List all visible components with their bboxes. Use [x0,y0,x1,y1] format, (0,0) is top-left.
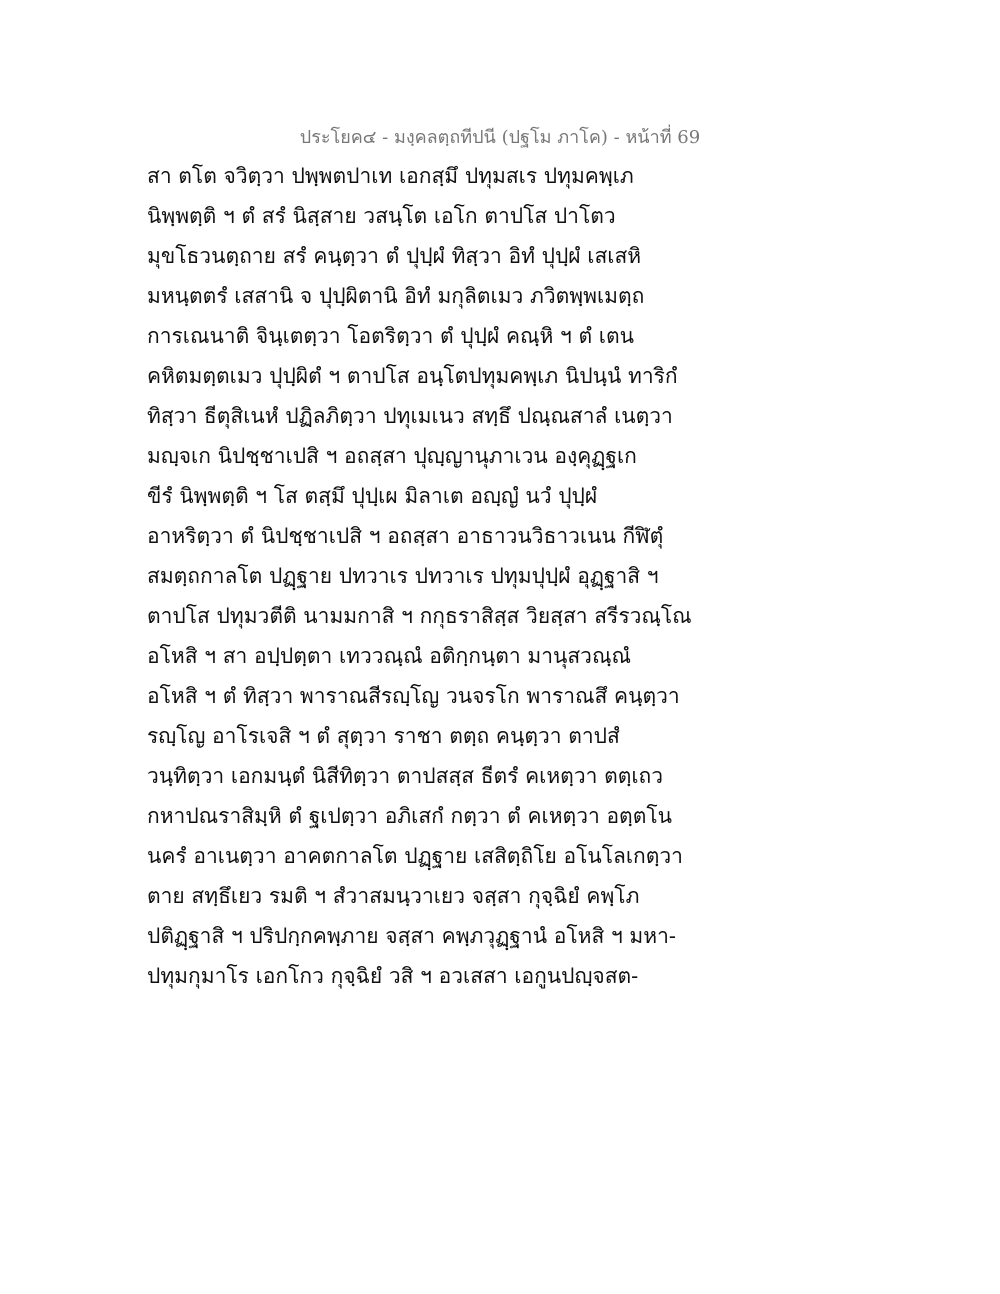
text-line: ตาย สทฺธึเยว รมติ ฯ สํวาสมนฺวาเยว จสฺสา กุจฺฉิยํ คพฺโภ [147,884,640,908]
text-line: สมตฺถกาลโต ปฏฺฐาย ปทวาเร ปทวาเร ปทุมปุปฺผํ อุฏฺฐาสิ ฯ [147,564,659,588]
text-line: คหิตมตฺตเมว ปุปฺผิตํ ฯ ตาปโส อนฺโตปทุมคพฺเภ นิปนฺนํ ทาริกํ [147,364,678,388]
text-line: มหนฺตตรํ เสสานิ จ ปุปฺผิตานิ อิทํ มกุลิตเมว ภวิตพฺพเมตฺถ [147,284,645,308]
text-line: สา ตโต จวิตฺวา ปพฺพตปาเท เอกสฺมึ ปทุมสเร ปทุมคพฺเภ [147,164,634,188]
text-line: อโหสิ ฯ สา อปฺปตฺตา เทววณฺณํ อติกฺกนฺตา มานุสวณฺณํ [147,644,631,668]
body-text [147,156,707,996]
text-line: วนฺทิตฺวา เอกมนฺตํ นิสีทิตฺวา ตาปสสฺส ธีตรํ คเหตฺวา ตตฺเถว [147,764,664,788]
text-line: ขีรํ นิพฺพตฺติ ฯ โส ตสฺมึ ปุปฺเผ มิลาเต อญฺญํ นวํ ปุปฺผํ [147,484,598,508]
text-line: อาหริตฺวา ตํ นิปชฺชาเปสิ ฯ อถสฺสา อาธาวนวิธาวเนน กีฬิตุํ [147,524,664,548]
text-line: ตาปโส ปทุมวตีติ นามมกาสิ ฯ กกุธราสิสฺส วิยสฺสา สรีรวณฺโณ [147,604,692,628]
text-line: ปติฏฺฐาสิ ฯ ปริปกฺกคพฺภาย จสฺสา คพฺภวุฏฺฐานํ อโหสิ ฯ มหา- [147,924,676,948]
running-header: ประโยค๔ - มงฺคลตฺถทีปนี (ปฐโม ภาโค) - หน้าที่ 69 [299,127,701,148]
text-line: มุขโธวนตฺถาย สรํ คนฺตฺวา ตํ ปุปฺผํ ทิสฺวา อิทํ ปุปฺผํ เสเสหิ [147,244,642,268]
text-line: รญฺโญ อาโรเจสิ ฯ ตํ สุตฺวา ราชา ตตฺถ คนฺตฺวา ตาปสํ [147,724,620,748]
text-line: การเณนาติ จินฺเตตฺวา โอตริตฺวา ตํ ปุปฺผํ คณฺหิ ฯ ตํ เตน [147,324,634,348]
text-line: มญฺจเก นิปชฺชาเปสิ ฯ อถสฺสา ปุญฺญานุภาเวน องฺคุฏฺฐเก [147,444,637,468]
text-line: อโหสิ ฯ ตํ ทิสฺวา พาราณสีรญฺโญ วนจรโก พาราณสึ คนฺตฺวา [147,684,680,708]
text-line: นิพฺพตฺติ ฯ ตํ สรํ นิสฺสาย วสนฺโต เอโก ตาปโส ปาโตว [147,204,616,228]
text-line: กหาปณราสิมฺหิ ตํ ฐเปตฺวา อภิเสกํ กตฺวา ตํ คเหตฺวา อตฺตโน [147,804,672,828]
text-line: ปทุมกุมาโร เอกโกว กุจฺฉิยํ วสิ ฯ อวเสสา เอกูนปญฺจสต- [147,964,639,988]
text-line: ทิสฺวา ธีตุสิเนหํ ปฏิลภิตฺวา ปทุเมเนว สทฺธึ ปณฺณสาลํ เนตฺวา [147,404,673,428]
text-line: นครํ อาเนตฺวา อาคตกาลโต ปฏฺฐาย เสสิตฺถิโย อโนโลเกตฺวา [147,844,683,868]
